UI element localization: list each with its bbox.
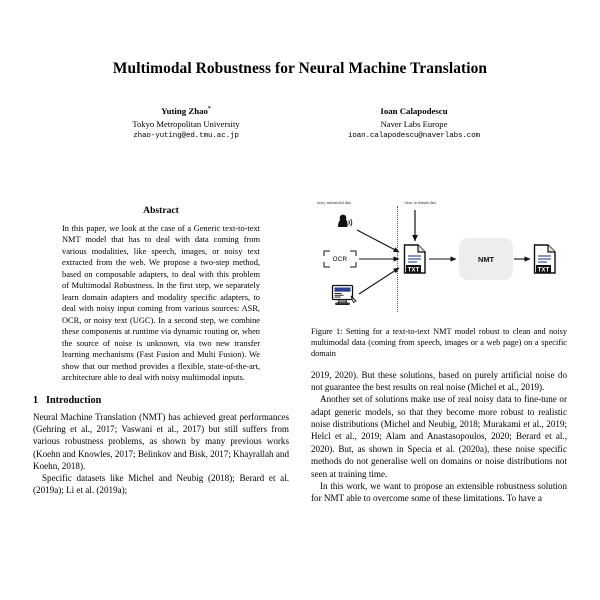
abstract-text: In this paper, we look at the case of a Generic text-to-text NMT model that has to deal with data coming from various modalities, like speech, images, or noisy text extracted from the web. We propose a two-step method, based on composable adapters, to deal with this problem of Multimodal Robustness. In the first step, we separately learn domain adapters and modality specific adapters, to deal with noisy input coming from various sources: ASR, OCR, or noisy text (UGC). In a second step, we combine these components at runtime via dynamic routing or, when the source of noise is unknown, via two new transfer learning mechanisms (Fast Fusion and Multi Fusion). We show that our method provides a flexible, state-of-the-art, architecture able to deal with noisy multimodal inputs. [62, 224, 260, 383]
corresponding-author-marker: * [207, 106, 211, 113]
figure-1-caption [311, 326, 567, 360]
page-title: Multimodal Robustness for Neural Machine Translation [112, 60, 488, 77]
author-name: Ioan Calapodescu [380, 106, 448, 116]
figure-caption-text: Setting for a text-to-text NMT model robust to clean and noisy multimodal data (coming from speech, images or a web page) on a specific domain [311, 327, 567, 359]
author-email[interactable]: zhao-yuting@ed.tmu.ac.jp [133, 131, 239, 140]
author-affiliation: Tokyo Metropolitan University [132, 118, 240, 129]
left-column [33, 205, 289, 497]
right-paragraph-2: Another set of solutions make use of real noisy data to fine-tune or adapt generic models, so that they become more robust to realistic noise distributions (Michel and Neubig, 2018; Murakami et al., 2019; Helcl et al., 2019; Alam and Anastasopoulos, 2020; Berard et al., 2020). But, as shown in Specia et al. (2020a), these noise specific methods do not generalise well on domains or noise distributions not seen at training time. [311, 394, 567, 479]
abstract-section [62, 205, 260, 384]
figure-caption-label: Figure 1: [311, 327, 343, 336]
ocr-label: OCR [332, 255, 348, 263]
author-block-2 [300, 105, 528, 142]
section-number: 1 [33, 394, 39, 406]
svg-text:TXT: TXT [537, 266, 550, 274]
section-heading-introduction [33, 395, 289, 406]
abstract-heading: Abstract [143, 205, 179, 216]
intro-paragraph-1: Neural Machine Translation (NMT) has achieved great performances (Gehring et al., 2017; Vaswani et al., 2017) but still suffers from various robustness problems, as shown by many previous works (Koehn and Knowles, 2017; Belinkov and Bisk, 2017; Khayrallah and Koehn, 2018). [33, 411, 289, 471]
right-paragraph-3: In this work, we want to propose an extensible robustness solution for NMT able to overcome some of these limitations. To have a [311, 480, 567, 504]
svg-text:TXT: TXT [407, 266, 420, 274]
right-paragraph-1: 2019, 2020). But these solutions, based on purely artificial noise do not guarantee the best results on real noise (Michel et al., 2019). [311, 369, 567, 392]
figure-1-diagram [311, 196, 567, 324]
author-affiliation: Naver Labs Europe [380, 118, 448, 129]
nmt-model-box: NMT [459, 238, 513, 280]
figure-label-noisy-data: noisy, multimodal data [317, 201, 351, 205]
author-name: Yuting Zhao* [161, 106, 211, 116]
figure-arrows [311, 196, 567, 324]
author-block-1 [72, 105, 300, 142]
section-title: Introduction [46, 394, 102, 406]
author-email[interactable]: ioan.calapodescu@naverlabs.com [347, 131, 481, 140]
right-column [311, 196, 567, 505]
figure-label-clean-data: clean, in-domain data [404, 201, 437, 205]
author-list [60, 105, 540, 142]
intro-paragraph-2: Specific datasets like Michel and Neubig (2018); Berard et al. (2019a); Li et al. (2019a); [33, 473, 289, 496]
